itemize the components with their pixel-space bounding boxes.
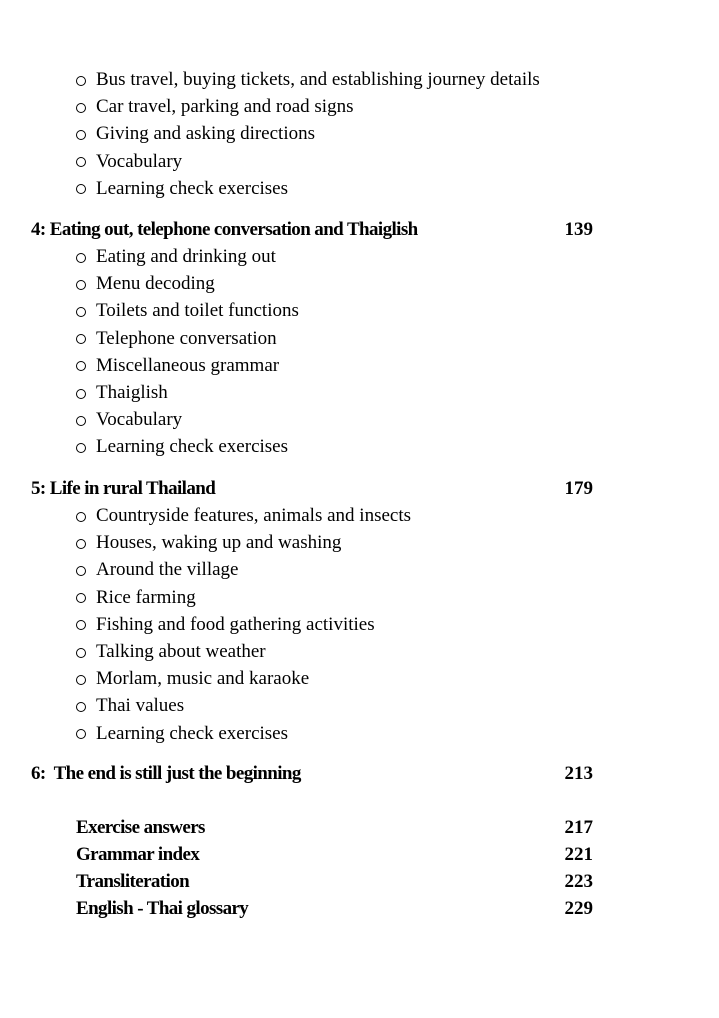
chapter-6-heading (31, 760, 593, 787)
circle-bullet-icon (76, 675, 86, 685)
circle-bullet-icon (76, 416, 86, 426)
list-item: Miscellaneous grammar (76, 352, 299, 379)
list-item: Vocabulary (76, 406, 299, 433)
circle-bullet-icon (76, 566, 86, 576)
appendix-title: Transliteration (76, 871, 190, 892)
circle-bullet-icon (76, 729, 86, 739)
chapter-title: 4: Eating out, telephone conversation and Thaiglish (31, 219, 418, 240)
circle-bullet-icon (76, 361, 86, 371)
list-item: Telephone conversation (76, 325, 299, 352)
appendix-title: English - Thai glossary (76, 898, 249, 919)
circle-bullet-icon (76, 539, 86, 549)
circle-bullet-icon (76, 702, 86, 712)
chapter-page-number: 139 (564, 219, 593, 240)
chapter-5-heading (31, 475, 593, 502)
list-item: Vocabulary (76, 148, 540, 175)
list-item: Fishing and food gathering activities (76, 611, 411, 638)
appendix-title: Grammar index (76, 844, 200, 865)
appendix-transliteration (76, 868, 593, 895)
list-item: Learning check exercises (76, 720, 411, 747)
list-item: Talking about weather (76, 638, 411, 665)
list-item: Car travel, parking and road signs (76, 93, 540, 120)
appendix-english-thai-glossary (76, 895, 593, 922)
circle-bullet-icon (76, 184, 86, 194)
circle-bullet-icon (76, 307, 86, 317)
appendix-grammar-index (76, 841, 593, 868)
circle-bullet-icon (76, 157, 86, 167)
appendix-title: Exercise answers (76, 817, 205, 838)
chapter-page-number: 179 (564, 478, 593, 499)
list-item: Toilets and toilet functions (76, 297, 299, 324)
appendix-exercise-answers (76, 814, 593, 841)
list-item: Thaiglish (76, 379, 299, 406)
appendix-page-number: 223 (564, 871, 593, 892)
circle-bullet-icon (76, 103, 86, 113)
circle-bullet-icon (76, 593, 86, 603)
circle-bullet-icon (76, 512, 86, 522)
circle-bullet-icon (76, 280, 86, 290)
circle-bullet-icon (76, 253, 86, 263)
chapter-title: 6: The end is still just the beginning (31, 763, 301, 784)
chapter-4-topic-list (76, 243, 299, 461)
chapter-5-topic-list (76, 502, 411, 747)
circle-bullet-icon (76, 334, 86, 344)
appendix-page-number: 217 (564, 817, 593, 838)
chapter-4-heading (31, 216, 593, 243)
circle-bullet-icon (76, 648, 86, 658)
chapter-title: 5: Life in rural Thailand (31, 478, 216, 499)
circle-bullet-icon (76, 389, 86, 399)
list-item: Learning check exercises (76, 433, 299, 460)
list-item: Eating and drinking out (76, 243, 299, 270)
chapter-page-number: 213 (564, 763, 593, 784)
list-item: Rice farming (76, 584, 411, 611)
list-item: Houses, waking up and washing (76, 529, 411, 556)
appendix-page-number: 229 (564, 898, 593, 919)
list-item: Learning check exercises (76, 175, 540, 202)
section3-topic-list (76, 66, 540, 202)
circle-bullet-icon (76, 443, 86, 453)
list-item: Giving and asking directions (76, 120, 540, 147)
circle-bullet-icon (76, 76, 86, 86)
list-item: Thai values (76, 692, 411, 719)
circle-bullet-icon (76, 130, 86, 140)
list-item: Menu decoding (76, 270, 299, 297)
list-item: Countryside features, animals and insects (76, 502, 411, 529)
list-item: Bus travel, buying tickets, and establishing journey details (76, 66, 540, 93)
circle-bullet-icon (76, 620, 86, 630)
list-item: Around the village (76, 556, 411, 583)
appendix-page-number: 221 (564, 844, 593, 865)
list-item: Morlam, music and karaoke (76, 665, 411, 692)
